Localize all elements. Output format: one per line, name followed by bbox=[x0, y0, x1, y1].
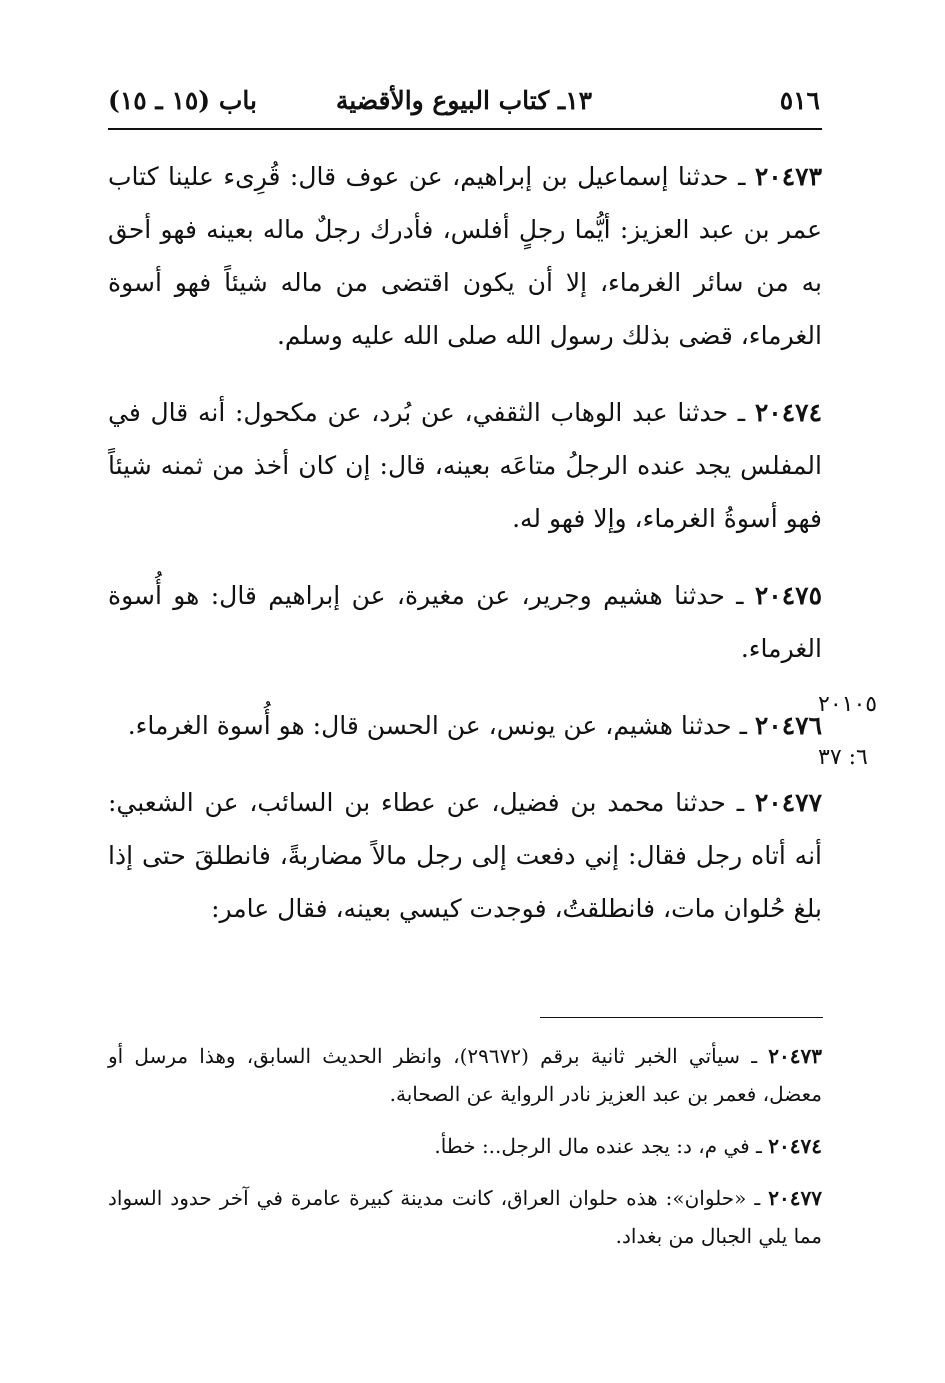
footnote-number: ٢٠٤٧٧ bbox=[768, 1186, 823, 1210]
hadith-paragraph bbox=[108, 699, 822, 752]
hadith-paragraph bbox=[108, 386, 822, 545]
footnote-number: ٢٠٤٧٤ bbox=[768, 1134, 822, 1158]
main-text bbox=[108, 150, 822, 959]
footnote-text: ـ سيأتي الخبر ثانية برقم (٢٩٦٧٢)، وانظر الحديث السابق، وهذا مرسل أو معضل، فعمر بن عبد العزيز نادر الرواية عن الصحابة. bbox=[108, 1044, 822, 1106]
hadith-text: ـ حدثنا إسماعيل بن إبراهيم، عن عوف قال: قُرِىء علينا كتاب عمر بن عبد العزيز: أيُّما رجلٍ أفلس، فأدرك رجلٌ ماله بعينه فهو أحق به من سائر الغرماء، إلا أن يكون اقتضى من ماله شيئاً فهو أسوة الغرماء، قضى بذلك رسول الله صلى الله عليه وسلم. bbox=[108, 162, 822, 350]
chapter-label: باب (١٥ ـ ١٥) bbox=[108, 86, 257, 115]
footnote-divider bbox=[540, 1017, 823, 1018]
footnote-number: ٢٠٤٧٣ bbox=[768, 1044, 822, 1068]
footnote-text: ـ «حلوان»: هذه حلوان العراق، كانت مدينة كبيرة عامرة في آخر حدود السواد مما يلي الجبال من بغداد. bbox=[108, 1186, 822, 1248]
footnotes bbox=[108, 1037, 822, 1269]
book-title: ١٣ـ كتاب البيوع والأقضية bbox=[335, 86, 593, 115]
hadith-text: ـ حدثنا عبد الوهاب الثقفي، عن بُرد، عن مكحول: أنه قال في المفلس يجد عنده الرجلُ متاعَه بعينه، قال: إن كان أخذ من ثمنه شيئاً فهو أسوةُ الغرماء، وإلا فهو له. bbox=[108, 398, 822, 533]
hadith-text: ـ حدثنا هشيم، عن يونس، عن الحسن قال: هو أُسوة الغرماء. bbox=[127, 711, 747, 740]
hadith-number: ٢٠٤٧٣ bbox=[754, 162, 823, 191]
header-divider bbox=[108, 128, 822, 130]
hadith-text: ـ حدثنا محمد بن فضيل، عن عطاء بن السائب، عن الشعبي: أنه أتاه رجل فقال: إني دفعت إلى رجل مالاً مضاربةً، فانطلقَ حتى إذا بلغ حُلوان مات، فانطلقتُ، فوجدت كيسي بعينه، فقال عامر: bbox=[108, 788, 822, 923]
hadith-number: ٢٠٤٧٧ bbox=[754, 788, 822, 817]
hadith-number: ٢٠٤٧٤ bbox=[754, 398, 822, 427]
margin-reference-number: ٢٠١٠٥ bbox=[818, 692, 878, 717]
hadith-paragraph bbox=[108, 776, 822, 935]
hadith-paragraph bbox=[108, 569, 822, 675]
hadith-text: ـ حدثنا هشيم وجرير، عن مغيرة، عن إبراهيم قال: هو أُسوة الغرماء. bbox=[108, 581, 822, 663]
footnote-text: ـ في م، د: يجد عنده مال الرجل..: خطأ. bbox=[434, 1134, 762, 1158]
footnote bbox=[108, 1179, 822, 1255]
page-header bbox=[108, 78, 820, 128]
hadith-number: ٢٠٤٧٦ bbox=[754, 711, 822, 740]
hadith-number: ٢٠٤٧٥ bbox=[754, 581, 822, 610]
margin-volume-page: ٦: ٣٧ bbox=[818, 745, 868, 770]
footnote bbox=[108, 1127, 822, 1165]
footnote bbox=[108, 1037, 822, 1113]
page-number: ٥١٦ bbox=[779, 86, 820, 115]
hadith-paragraph bbox=[108, 150, 822, 362]
